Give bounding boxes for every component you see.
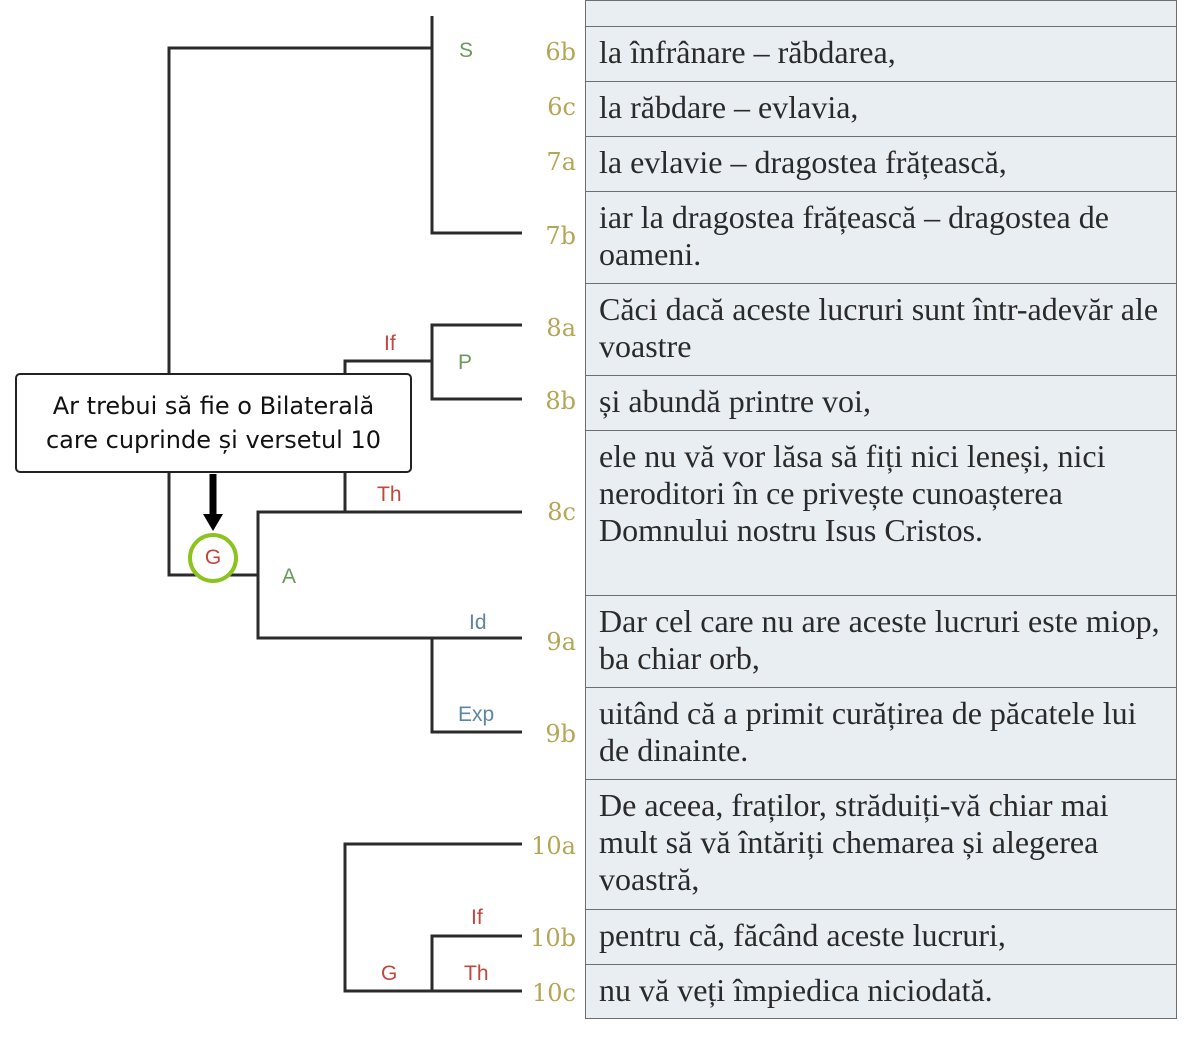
verse-row-7b bbox=[585, 191, 1177, 283]
verse-row-6b bbox=[585, 26, 1177, 81]
verse-row-9b bbox=[585, 687, 1177, 779]
verse-text-8a: Căci dacă aceste lucruri sunt într-adevăr ale voastre bbox=[599, 291, 1159, 364]
verse-ref-7a: 7a bbox=[546, 148, 576, 176]
verse-row-8a bbox=[585, 283, 1177, 375]
verse-text-8c: ele nu vă vor lăsa să fiți nici leneși, nici neroditori în ce privește cunoașterea Domnului nostru Isus Cristos. bbox=[599, 438, 1106, 548]
label-th-bottom: Th bbox=[464, 962, 489, 985]
verse-ref-10a: 10a bbox=[531, 832, 576, 860]
verse-ref-8b: 8b bbox=[545, 387, 576, 415]
arc-outer-top bbox=[169, 48, 432, 373]
verse-ref-7b: 7b bbox=[545, 222, 576, 250]
verse-ref-10c: 10c bbox=[532, 979, 576, 1007]
verse-text-10a: De aceea, fraților, străduiți-vă chiar mai mult să vă întăriți chemarea și alegerea voastră, bbox=[599, 787, 1109, 897]
verse-text-9a: Dar cel care nu are aceste lucruri este miop, ba chiar orb, bbox=[599, 603, 1160, 676]
verse-text-10c: nu vă veți împiedica niciodată. bbox=[599, 972, 993, 1008]
verse-row-6c bbox=[585, 81, 1177, 136]
label-p: P bbox=[458, 351, 473, 374]
annotation-callout-text: Ar trebui să fie o Bilaterală care cuprinde și versetul 10 bbox=[45, 392, 381, 454]
verse-row-10b bbox=[585, 909, 1177, 964]
label-id: Id bbox=[469, 611, 487, 634]
verse-row-top-fragment bbox=[585, 0, 1177, 26]
verse-ref-9a: 9a bbox=[546, 628, 576, 656]
verse-row-7a bbox=[585, 136, 1177, 191]
verse-ref-8a: 8a bbox=[546, 314, 576, 342]
label-a: A bbox=[282, 565, 297, 588]
callout-arrow-head bbox=[203, 514, 223, 531]
verse-row-10c bbox=[585, 964, 1177, 1019]
label-exp: Exp bbox=[458, 703, 495, 726]
label-s: S bbox=[459, 39, 474, 62]
verse-ref-9b: 9b bbox=[545, 720, 576, 748]
verse-row-8b bbox=[585, 375, 1177, 430]
verse-ref-10b: 10b bbox=[530, 924, 576, 952]
verse-text-9b: uitând că a primit curățirea de păcatele lui de dinainte. bbox=[599, 695, 1137, 768]
verse-text-8b: și abundă printre voi, bbox=[599, 383, 871, 419]
verse-ref-6c: 6c bbox=[547, 93, 576, 121]
annotation-callout bbox=[15, 373, 412, 473]
verse-text-6c: la răbdare – evlavia, bbox=[599, 89, 859, 125]
highlight-circle-label: G bbox=[204, 546, 222, 569]
label-if-top: If bbox=[384, 332, 396, 355]
verse-text-10b: pentru că, făcând aceste lucruri, bbox=[599, 917, 1006, 953]
label-g-bottom: G bbox=[381, 962, 398, 985]
arc-lines bbox=[169, 16, 522, 991]
verse-row-9a bbox=[585, 595, 1177, 687]
verse-row-8c bbox=[585, 430, 1177, 595]
verse-ref-8c: 8c bbox=[547, 498, 576, 526]
highlight-circle-g bbox=[188, 533, 238, 583]
label-if-bottom: If bbox=[471, 906, 483, 929]
verse-ref-6b: 6b bbox=[545, 38, 576, 66]
verse-text-6b: la înfrânare – răbdarea, bbox=[599, 34, 896, 70]
verse-text-7a: la evlavie – dragostea frățească, bbox=[599, 144, 1007, 180]
label-th-top: Th bbox=[377, 483, 402, 506]
verse-text-7b: iar la dragostea frățească – dragostea de oameni. bbox=[599, 199, 1109, 272]
verse-row-10a bbox=[585, 779, 1177, 909]
